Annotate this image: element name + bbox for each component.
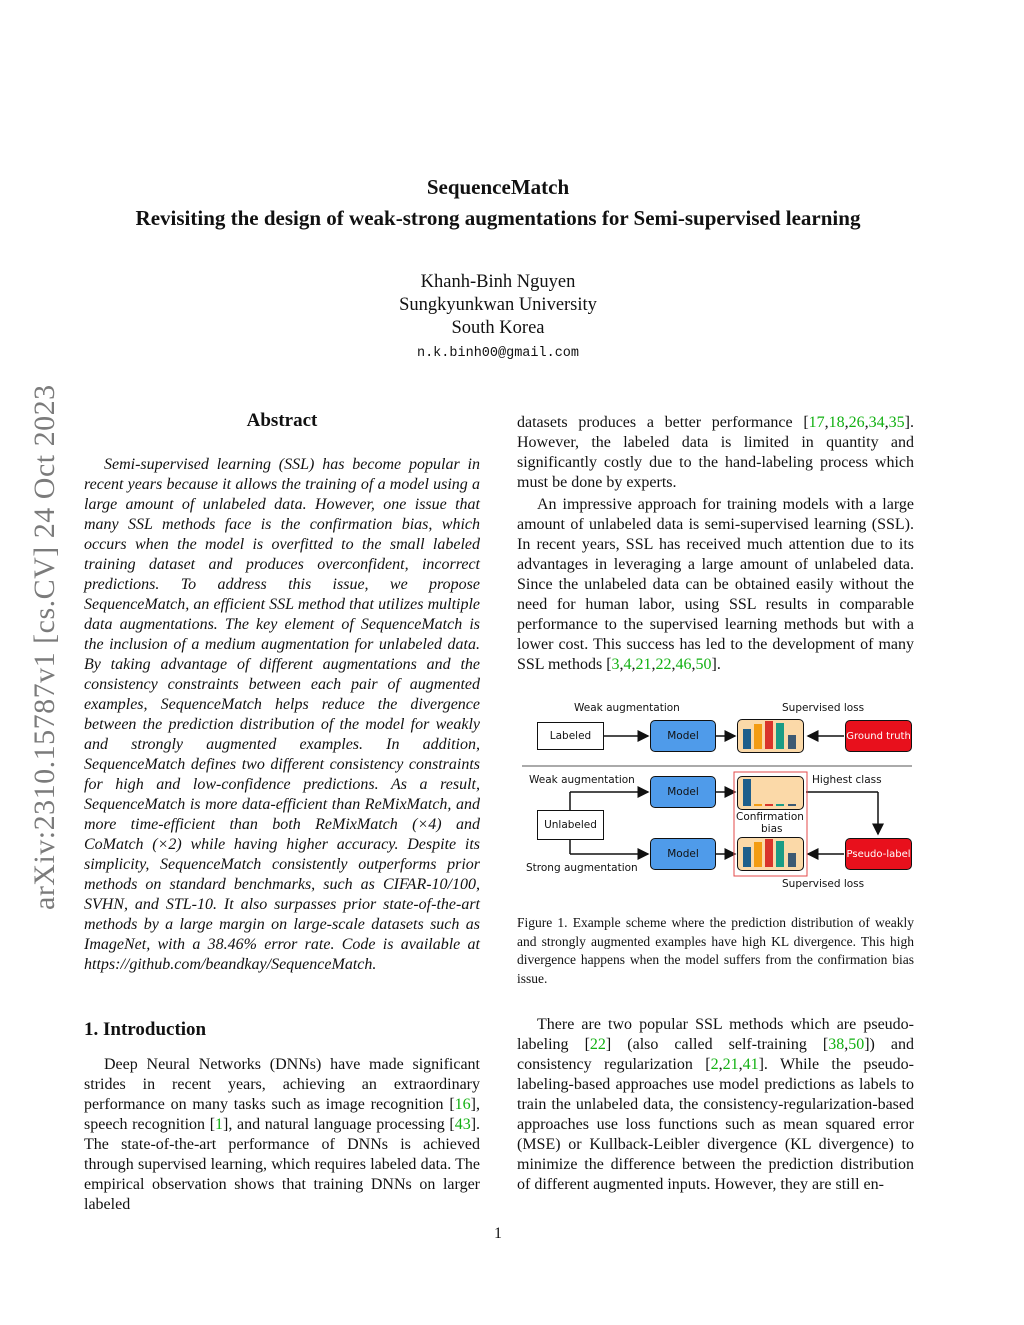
figure-1-caption: Figure 1. Example scheme where the prediction distribution of weakly and strongly augmented examples have high KL divergence. This high divergence happens when the model suffers from the confirmation bias issue. <box>517 915 914 986</box>
unlabeled-data-box: Unlabeled <box>537 810 604 840</box>
right-paragraph-1: datasets produces a better performance [17,18,26,34,35]. However, the labeled data is limited in quantity and significantly costly due to the hand-labeling process which must be done by experts. <box>517 414 914 491</box>
label-confirmation: Confirmation <box>736 811 804 823</box>
citation-link[interactable]: 3 <box>611 656 620 673</box>
label-highest-class: Highest class <box>812 774 882 786</box>
figure-1-diagram <box>522 698 922 896</box>
histogram-bar <box>743 729 751 749</box>
label-strong-augmentation: Strong augmentation <box>526 862 638 874</box>
citation-link[interactable]: 22 <box>655 656 672 673</box>
label-weak-augmentation-top: Weak augmentation <box>574 702 680 714</box>
citation-link[interactable]: 17 <box>808 414 825 431</box>
model-box-weak: Model <box>650 776 716 808</box>
author-country: South Korea <box>451 318 545 338</box>
citation-link[interactable]: 26 <box>848 414 865 431</box>
pseudo-label-box: Pseudo-label <box>845 838 912 870</box>
label-supervised-loss-top: Supervised loss <box>782 702 865 714</box>
prediction-histogram-strong <box>737 837 804 871</box>
histogram-bar <box>754 842 762 867</box>
citation-link[interactable]: 41 <box>742 1056 759 1073</box>
citation-link[interactable]: 16 <box>454 1096 471 1113</box>
histogram-bar <box>754 724 762 749</box>
intro-paragraph-1: Deep Neural Networks (DNNs) have made significant strides in recent years, achieving an extraordinary performance on many tasks such as image recognition [16], speech recognition [1], and natural language processing [43]. The state-of-the-art performance of DNNs is achieved through supervised learning, which requires labeled data. The empirical observation shows that training DNNs on larger labeled <box>84 1056 481 1213</box>
label-weak-augmentation: Weak augmentation <box>529 774 635 786</box>
histogram-bar <box>776 841 784 867</box>
citation-link[interactable]: 34 <box>868 414 885 431</box>
histogram-bar <box>743 779 751 806</box>
citation-link[interactable]: 22 <box>589 1036 606 1053</box>
author-email: n.k.binh00@gmail.com <box>416 346 580 361</box>
abstract-text: Semi-supervised learning (SSL) has become popular in recent years because it allows the training of a model using a large amount of unlabeled data. However, one issue that many SSL methods face is the confirmation bias, which occurs when the model is overfitted to the small labeled training dataset and produces overconfident, incorrect predictions. To address this issue, we propose SequenceMatch, an efficient SSL method that utilizes multiple data augmentations. The key element of SequenceMatch is the inclusion of a medium augmentation for unlabeled data. By taking advantage of different augmentations and the consistency constraints between each pair of augmented examples, SequenceMatch helps reduce the divergence between the prediction distribution of the model for weakly and strongly augmented examples. In addition, SequenceMatch defines two different consistency constraints for high and low-confidence predictions. As a result, SequenceMatch is more data-efficient than ReMixMatch, and more time-efficient than both ReMixMatch (×4) and CoMatch (×2) while having higher accuracy. Despite its simplicity, SequenceMatch consistently outperforms prior methods on standard benchmarks, such as CIFAR-10/100, SVHN, and STL-10. It also surpasses prior state-of-the-art methods by a large margin on large-scale datasets such as ImageNet, with a 38.46% error rate. Code is available at https://github.com/beandkay/SequenceMatch. <box>84 456 480 973</box>
citation-link[interactable]: 18 <box>828 414 845 431</box>
histogram-bar <box>765 839 773 867</box>
citation-link[interactable]: 46 <box>675 656 692 673</box>
labeled-data-box: Labeled <box>537 722 604 750</box>
right-paragraph-2: An impressive approach for training models with a large amount of unlabeled data is semi-supervised learning (SSL). In recent years, SSL has received much attention due to its advantages in leveraging a large amount of unlabeled data. Since the unlabeled data can be obtained easily without the need for human labor, using SSL results in comparable performance to the supervised learning methods but with a lower cost. This success has led to the development of many SSL methods [3,4,21,22,46,50]. <box>517 496 914 673</box>
paper-title-line2: Revisiting the design of weak-strong augmentations for Semi-supervised learning <box>135 206 861 230</box>
histogram-bar <box>776 804 784 806</box>
paper-title-line1: SequenceMatch <box>426 175 570 199</box>
model-box-strong: Model <box>650 838 716 870</box>
prediction-histogram-weak <box>737 776 804 810</box>
label-supervised-loss-bottom: Supervised loss <box>782 878 865 890</box>
histogram-bar <box>788 853 796 867</box>
page-number: 1 <box>494 1225 502 1242</box>
histogram-bar <box>765 721 773 749</box>
citation-link[interactable]: 50 <box>695 656 712 673</box>
author-name: Khanh-Binh Nguyen <box>420 272 576 292</box>
prediction-histogram-top <box>737 719 804 753</box>
citation-link[interactable]: 50 <box>848 1036 865 1053</box>
histogram-bar <box>754 804 762 806</box>
citation-link[interactable]: 43 <box>454 1116 471 1133</box>
label-bias: bias <box>761 823 783 835</box>
abstract-heading: Abstract <box>246 410 318 431</box>
citation-link[interactable]: 21 <box>635 656 652 673</box>
citation-link[interactable]: 2 <box>710 1056 719 1073</box>
histogram-bar <box>776 723 784 749</box>
citation-link[interactable]: 4 <box>623 656 632 673</box>
arxiv-stamp: arXiv:2310.15787v1 [cs.CV] 24 Oct 2023 <box>28 384 61 911</box>
histogram-bar <box>743 847 751 867</box>
citation-link[interactable]: 21 <box>722 1056 739 1073</box>
histogram-bar <box>765 804 773 806</box>
section-heading-introduction: 1. Introduction <box>84 1019 207 1040</box>
right-paragraph-3: There are two popular SSL methods which are pseudo-labeling [22] (also called self-training [38,50]) and consistency regularization [2,21,41]. While the pseudo-labeling-based approaches use model predictions as labels to train the unlabeled data, the consistency-regularization-based approaches use loss functions such as mean squared error (MSE) or Kullback-Leibler divergence (KL divergence) to minimize the difference between the prediction distribution of different augmented inputs. However, they are still en- <box>517 1016 914 1193</box>
citation-link[interactable]: 35 <box>888 414 905 431</box>
histogram-bar <box>788 735 796 749</box>
citation-link[interactable]: 1 <box>215 1116 224 1133</box>
histogram-bar <box>788 804 796 806</box>
author-affiliation: Sungkyunkwan University <box>399 295 597 315</box>
model-box-top: Model <box>650 720 716 752</box>
citation-link[interactable]: 38 <box>828 1036 845 1053</box>
ground-truth-box: Ground truth <box>845 720 912 752</box>
